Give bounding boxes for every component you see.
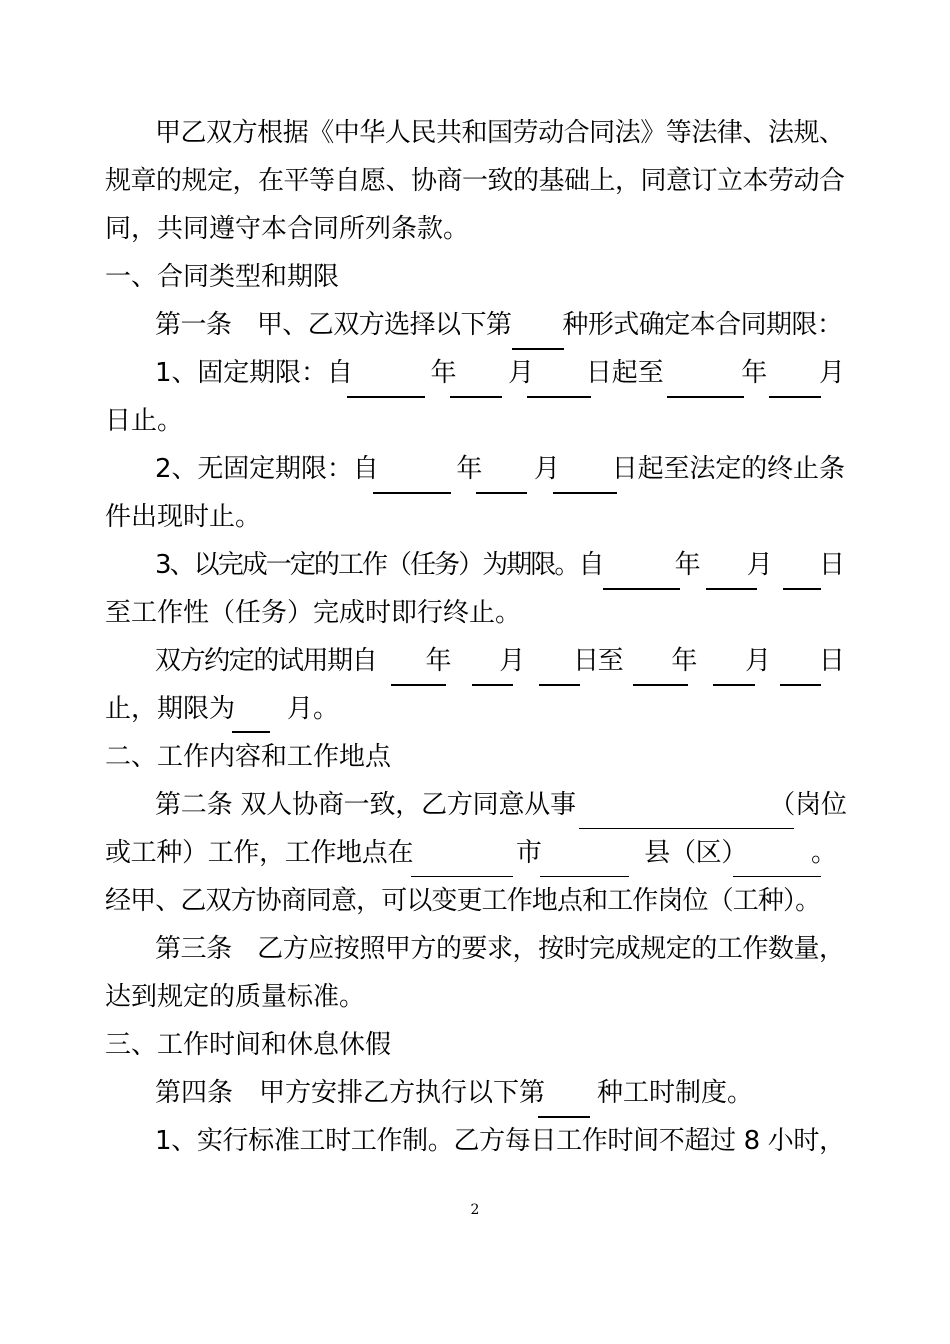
blank-underline[interactable]: [733, 876, 821, 877]
blank-underline[interactable]: [783, 588, 821, 590]
blank-underline[interactable]: [373, 492, 451, 494]
paragraph-line: 2、无固定期限：自 年 月 日起至法定的终止条: [155, 454, 845, 484]
paragraph-line: 至工作性（任务）完成时即行终止。: [105, 598, 522, 628]
blank-underline[interactable]: [713, 684, 755, 686]
paragraph-line: 同，共同遵守本合同所列条款。: [105, 214, 470, 244]
section-heading: 三、工作时间和休息休假: [105, 1030, 392, 1060]
paragraph-line: 经甲、乙双方协商同意，可以变更工作地点和工作岗位（工种）。: [105, 886, 821, 916]
blank-underline[interactable]: [391, 684, 446, 686]
blank-underline[interactable]: [527, 396, 591, 398]
blank-underline[interactable]: [539, 684, 580, 686]
section-heading: 二、工作内容和工作地点: [105, 742, 392, 772]
blank-underline[interactable]: [347, 396, 425, 398]
paragraph-line: 甲乙双方根据《中华人民共和国劳动合同法》等法律、法规、: [155, 118, 845, 148]
blank-underline[interactable]: [603, 588, 680, 590]
blank-underline[interactable]: [472, 684, 513, 686]
blank-underline[interactable]: [667, 396, 744, 398]
paragraph-line: 第四条 甲方安排乙方执行以下第 种工时制度。: [155, 1078, 754, 1108]
paragraph-line: 或工种）工作，工作地点在 市 县（区） 。: [105, 838, 837, 868]
paragraph-line: 止，期限为 月。: [105, 694, 340, 724]
paragraph-line: 日止。: [105, 406, 184, 436]
paragraph-line: 第一条 甲、乙双方选择以下第 种形式确定本合同期限：: [155, 310, 843, 340]
paragraph-line: 第三条 乙方应按照甲方的要求，按时完成规定的工作数量，: [155, 934, 845, 964]
blank-underline[interactable]: [540, 876, 629, 877]
paragraph-line: 双方约定的试用期自 年 月 日至 年 月 日: [155, 646, 844, 676]
paragraph-line: 规章的规定，在平等自愿、协商一致的基础上，同意订立本劳动合: [105, 166, 845, 196]
paragraph-line: 第二条 双人协商一致，乙方同意从事 （岗位: [155, 790, 847, 820]
paragraph-line: 3、以完成一定的工作（任务）为期限。自 年 月 日: [155, 550, 843, 580]
blank-underline[interactable]: [553, 492, 617, 494]
blank-underline[interactable]: [232, 731, 270, 733]
blank-underline[interactable]: [476, 492, 527, 494]
blank-underline[interactable]: [538, 1116, 590, 1118]
paragraph-line: 1、实行标准工时工作制。乙方每日工作时间不超过 8 小时，: [155, 1126, 845, 1156]
blank-underline[interactable]: [450, 396, 502, 398]
blank-underline[interactable]: [411, 876, 513, 877]
page-number: 2: [470, 1202, 480, 1218]
section-heading: 一、合同类型和期限: [105, 262, 340, 292]
blank-underline[interactable]: [633, 684, 688, 686]
blank-underline[interactable]: [579, 828, 794, 829]
paragraph-line: 达到规定的质量标准。: [105, 982, 366, 1012]
blank-underline[interactable]: [780, 684, 821, 686]
paragraph-line: 1、固定期限：自 年 月 日起至 年 月: [155, 358, 845, 388]
paragraph-line: 件出现时止。: [105, 502, 262, 532]
blank-underline[interactable]: [769, 396, 821, 398]
blank-underline[interactable]: [512, 348, 564, 350]
blank-underline[interactable]: [706, 588, 757, 590]
